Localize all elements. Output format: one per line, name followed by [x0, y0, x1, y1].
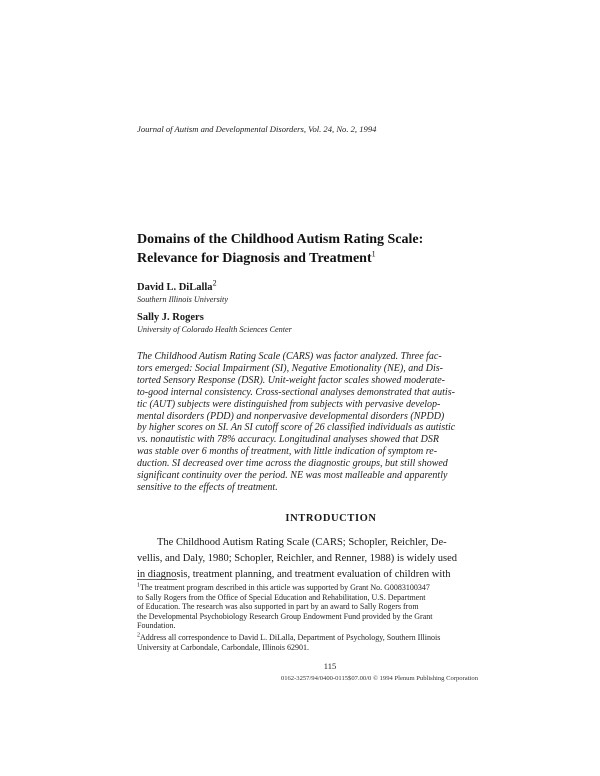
abstract-line: The Childhood Autism Rating Scale (CARS) was factor analyzed. Three fac-	[137, 351, 442, 362]
author-affiliation: University of Colorado Health Sciences Center	[137, 325, 292, 334]
footnote-2	[137, 633, 477, 652]
footnote-line: of Education. The research was also supported in part by an award to Sally Rogers from	[137, 602, 419, 612]
abstract-line: significant continuity over the period. NE was most malleable and apparently	[137, 470, 448, 482]
body-line: vellis, and Daly, 1980; Schopler, Reichler, and Renner, 1988) is widely used	[137, 553, 457, 564]
journal-citation: Journal of Autism and Developmental Disorders, Vol. 24, No. 2, 1994	[137, 124, 377, 134]
abstract-line: by higher scores on SI. An SI cutoff score of 26 classified individuals as autistic	[137, 422, 456, 434]
article-title	[137, 230, 497, 268]
title-line-2	[137, 249, 497, 268]
footnote-line	[137, 583, 477, 593]
abstract	[137, 351, 467, 494]
footnote-line: University at Carbondale, Carbondale, Illinois 62901.	[137, 642, 309, 652]
title-line-2-text: Relevance for Diagnosis and Treatment	[137, 251, 372, 266]
page-number	[0, 661, 600, 671]
author-name-text: David L. DiLalla	[137, 282, 213, 293]
author-block-2	[137, 311, 292, 335]
footnote-line: to Sally Rogers from the Office of Special Education and Rehabilitation, U.S. Department	[137, 592, 426, 602]
footnote-line	[137, 633, 477, 643]
abstract-line: mental disorders (PDD) and nonpervasive developmental disorders (NPDD)	[137, 410, 445, 422]
author-name	[137, 278, 228, 294]
author-name-text: Sally J. Rogers	[137, 312, 204, 323]
section-heading-text: INTRODUCTION	[285, 513, 377, 524]
footnote-divider	[137, 579, 177, 580]
abstract-line: sensitive to the effects of treatment.	[137, 481, 278, 493]
title-footnote-mark: 1	[371, 249, 376, 259]
footnote-1	[137, 583, 477, 631]
abstract-line: tic (AUT) subjects were distinguished from subjects with pervasive develop-	[137, 398, 441, 410]
author-name	[137, 311, 292, 324]
author-affiliation: Southern Illinois University	[137, 295, 228, 304]
footnote-mark: 1	[137, 582, 140, 589]
abstract-line: duction. SI decreased over time across the diagnostic groups, but still showed	[137, 458, 448, 470]
footnote-line: the Developmental Psychobiology Research Group Endowment Fund provided by the Grant	[137, 611, 433, 621]
author-footnote-mark: 2	[212, 278, 217, 288]
footnote-text: Address all correspondence to David L. DiLalla, Department of Psychology, Southern Illinois	[140, 632, 441, 642]
abstract-line: vs. nonautistic with 78% accuracy. Longitudinal analyses showed that DSR	[137, 434, 439, 446]
author-block-1	[137, 278, 228, 305]
abstract-line: torted Sensory Response (DSR). Unit-weight factor scales showed moderate-	[137, 374, 446, 386]
body-text	[137, 535, 467, 583]
copyright-line: 0162-3257/94/0400-0115$07.00/0 © 1994 Plenum Publishing Corporation	[280, 675, 478, 682]
abstract-line: to-good internal consistency. Cross-sectional analyses demonstrated that autis-	[137, 386, 455, 398]
body-line: in diagnosis, treatment planning, and treatment evaluation of children with	[137, 569, 451, 580]
section-heading	[0, 513, 600, 524]
abstract-line: was stable over 6 months of treatment, with little indication of symptom re-	[137, 446, 438, 458]
page-number-text: 115	[323, 661, 337, 671]
footnotes	[137, 583, 477, 652]
body-line: The Childhood Autism Rating Scale (CARS; Schopler, Reichler, De-	[157, 537, 447, 548]
title-line-1: Domains of the Childhood Autism Rating Scale:	[137, 232, 424, 247]
footnote-mark: 2	[137, 632, 140, 639]
footnote-text: The treatment program described in this article was supported by Grant No. G0083100347	[140, 583, 430, 592]
footnote-line: Foundation.	[137, 621, 176, 631]
abstract-line: tors emerged: Social Impairment (SI), Negative Emotionality (NE), and Dis-	[137, 362, 443, 374]
